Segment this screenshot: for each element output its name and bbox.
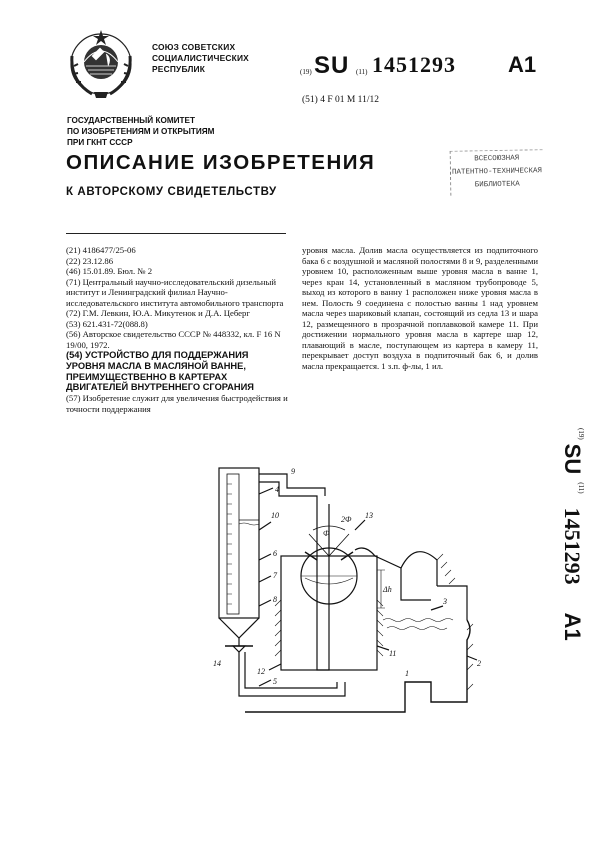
side-code-11: (11) <box>577 482 585 494</box>
side-office-code: SU <box>560 443 585 475</box>
country-line: СОЮЗ СОВЕТСКИХ <box>152 42 236 52</box>
abstract-text: уровня масла. Долив масла осуществляется из подпиточного бака 6 с воздушной и масляной полостями 8 и 9, разделенными уровнем 10, расположенным выше уровня масла в ванне 1, через кран 14, установленный в масляном трубопроводе 5, выход из которого в ванну 1 расположен ниже уровня масла в нем. Полость 9 соединена с полостью ванны 1 над уровнем масла через шариковый клапан, состоящий из седла 13 и шара 12, размещенного в прозрачной поплавковой камере 11. При достижении нормального уровня масла в картере шар 12, плавающий в масле, поступающем из картера в камеру 11, перекрывает доступ воздуха в подпиточный бак 6, и долив масла прекращается. 1 з.п. ф-лы, 1 ил. <box>302 245 538 371</box>
drawing-label: 12 <box>257 667 265 676</box>
patent-number: 1451293 <box>372 52 456 77</box>
document-title: ОПИСАНИЕ ИЗОБРЕТЕНИЯ <box>66 151 376 174</box>
state-emblem <box>62 26 140 102</box>
kind-code: A1 <box>508 52 537 77</box>
biblio-entry: (72) Г.М. Левкин, Ю.А. Микутенок и Д.А. Цеберг <box>66 308 250 318</box>
drawing-label: 4 <box>275 485 279 494</box>
drawing-label: Ф <box>323 529 330 538</box>
committee-line: ГОСУДАРСТВЕННЫЙ КОМИТЕТ <box>67 116 196 125</box>
technical-drawing <box>205 460 485 720</box>
bibliographic-data <box>66 245 288 414</box>
drawing-label: 7 <box>273 571 277 580</box>
publication-number <box>300 54 580 84</box>
biblio-entry: (71) Центральный научно-исследовательский дизельный институт и Ленинградский филиал Научно-исследовательского института автомобильного транспорта <box>66 276 284 308</box>
document-subtitle: К АВТОРСКОМУ СВИДЕТЕЛЬСТВУ <box>66 186 277 198</box>
side-publication-number <box>555 428 585 738</box>
drawing-label: 1 <box>405 669 409 678</box>
country-line: РЕСПУБЛИК <box>152 64 206 74</box>
drawing-label: 13 <box>365 511 373 520</box>
code-11: (11) <box>356 68 368 76</box>
divider <box>66 233 286 234</box>
drawing-label: 14 <box>213 659 221 668</box>
drawing-label: 9 <box>291 467 295 476</box>
biblio-entry: (21) 4186477/25-06 <box>66 245 136 255</box>
abstract-start: (57) Изобретение служит для увеличения быстродействия и точности поддержания <box>66 393 288 414</box>
biblio-entry: (46) 15.01.89. Бюл. № 2 <box>66 266 153 276</box>
committee-line: ПО ИЗОБРЕТЕНИЯМ И ОТКРЫТИЯМ <box>67 127 215 136</box>
committee-line: ПРИ ГКНТ СССР <box>67 138 133 147</box>
drawing-label: Δh <box>383 585 392 594</box>
drawing-label: 2Ф <box>341 515 352 524</box>
biblio-entry: (53) 621.431-72(088.8) <box>66 318 148 329</box>
side-kind-code: A1 <box>560 612 585 641</box>
drawing-label: 11 <box>389 649 397 658</box>
office-code: SU <box>314 52 350 79</box>
biblio-entry: (22) 23.12.86 <box>66 255 114 266</box>
drawing-label: 3 <box>443 597 447 606</box>
drawing-label: 5 <box>273 677 277 686</box>
drawing-label: 2 <box>477 659 481 668</box>
stamp-line: ВСЕСОЮЗНАЯ <box>474 154 520 164</box>
library-stamp <box>450 149 544 196</box>
country-line: СОЦИАЛИСТИЧЕСКИХ <box>152 53 249 63</box>
drawing-label: 10 <box>271 511 279 520</box>
country-name <box>152 42 249 75</box>
stamp-line: БИБЛИОТЕКА <box>474 180 520 190</box>
side-code-19: (19) <box>577 428 585 440</box>
drawing-label: 8 <box>273 595 277 604</box>
biblio-entry: (56) Авторское свидетельство СССР № 448332, кл. F 16 N 19/00, 1972. <box>66 329 281 350</box>
invention-title: (54) УСТРОЙСТВО ДЛЯ ПОДДЕРЖАНИЯ УРОВНЯ МАСЛА В МАСЛЯНОЙ ВАННЕ, ПРЕИМУЩЕСТВЕННО В КАРТЕРАХ ДВИГАТЕЛЕЙ ВНУТРЕННЕГО СГОРАНИЯ <box>66 350 254 393</box>
ipc-classification: (51) 4 F 01 M 11/12 <box>302 95 379 105</box>
committee-name <box>67 115 214 148</box>
stamp-line: ПАТЕНТНО-ТЕХНИЧЕСКАЯ <box>451 167 543 177</box>
drawing-label: 6 <box>273 549 277 558</box>
side-patent-number: 1451293 <box>560 507 585 585</box>
code-19: (19) <box>300 68 312 76</box>
